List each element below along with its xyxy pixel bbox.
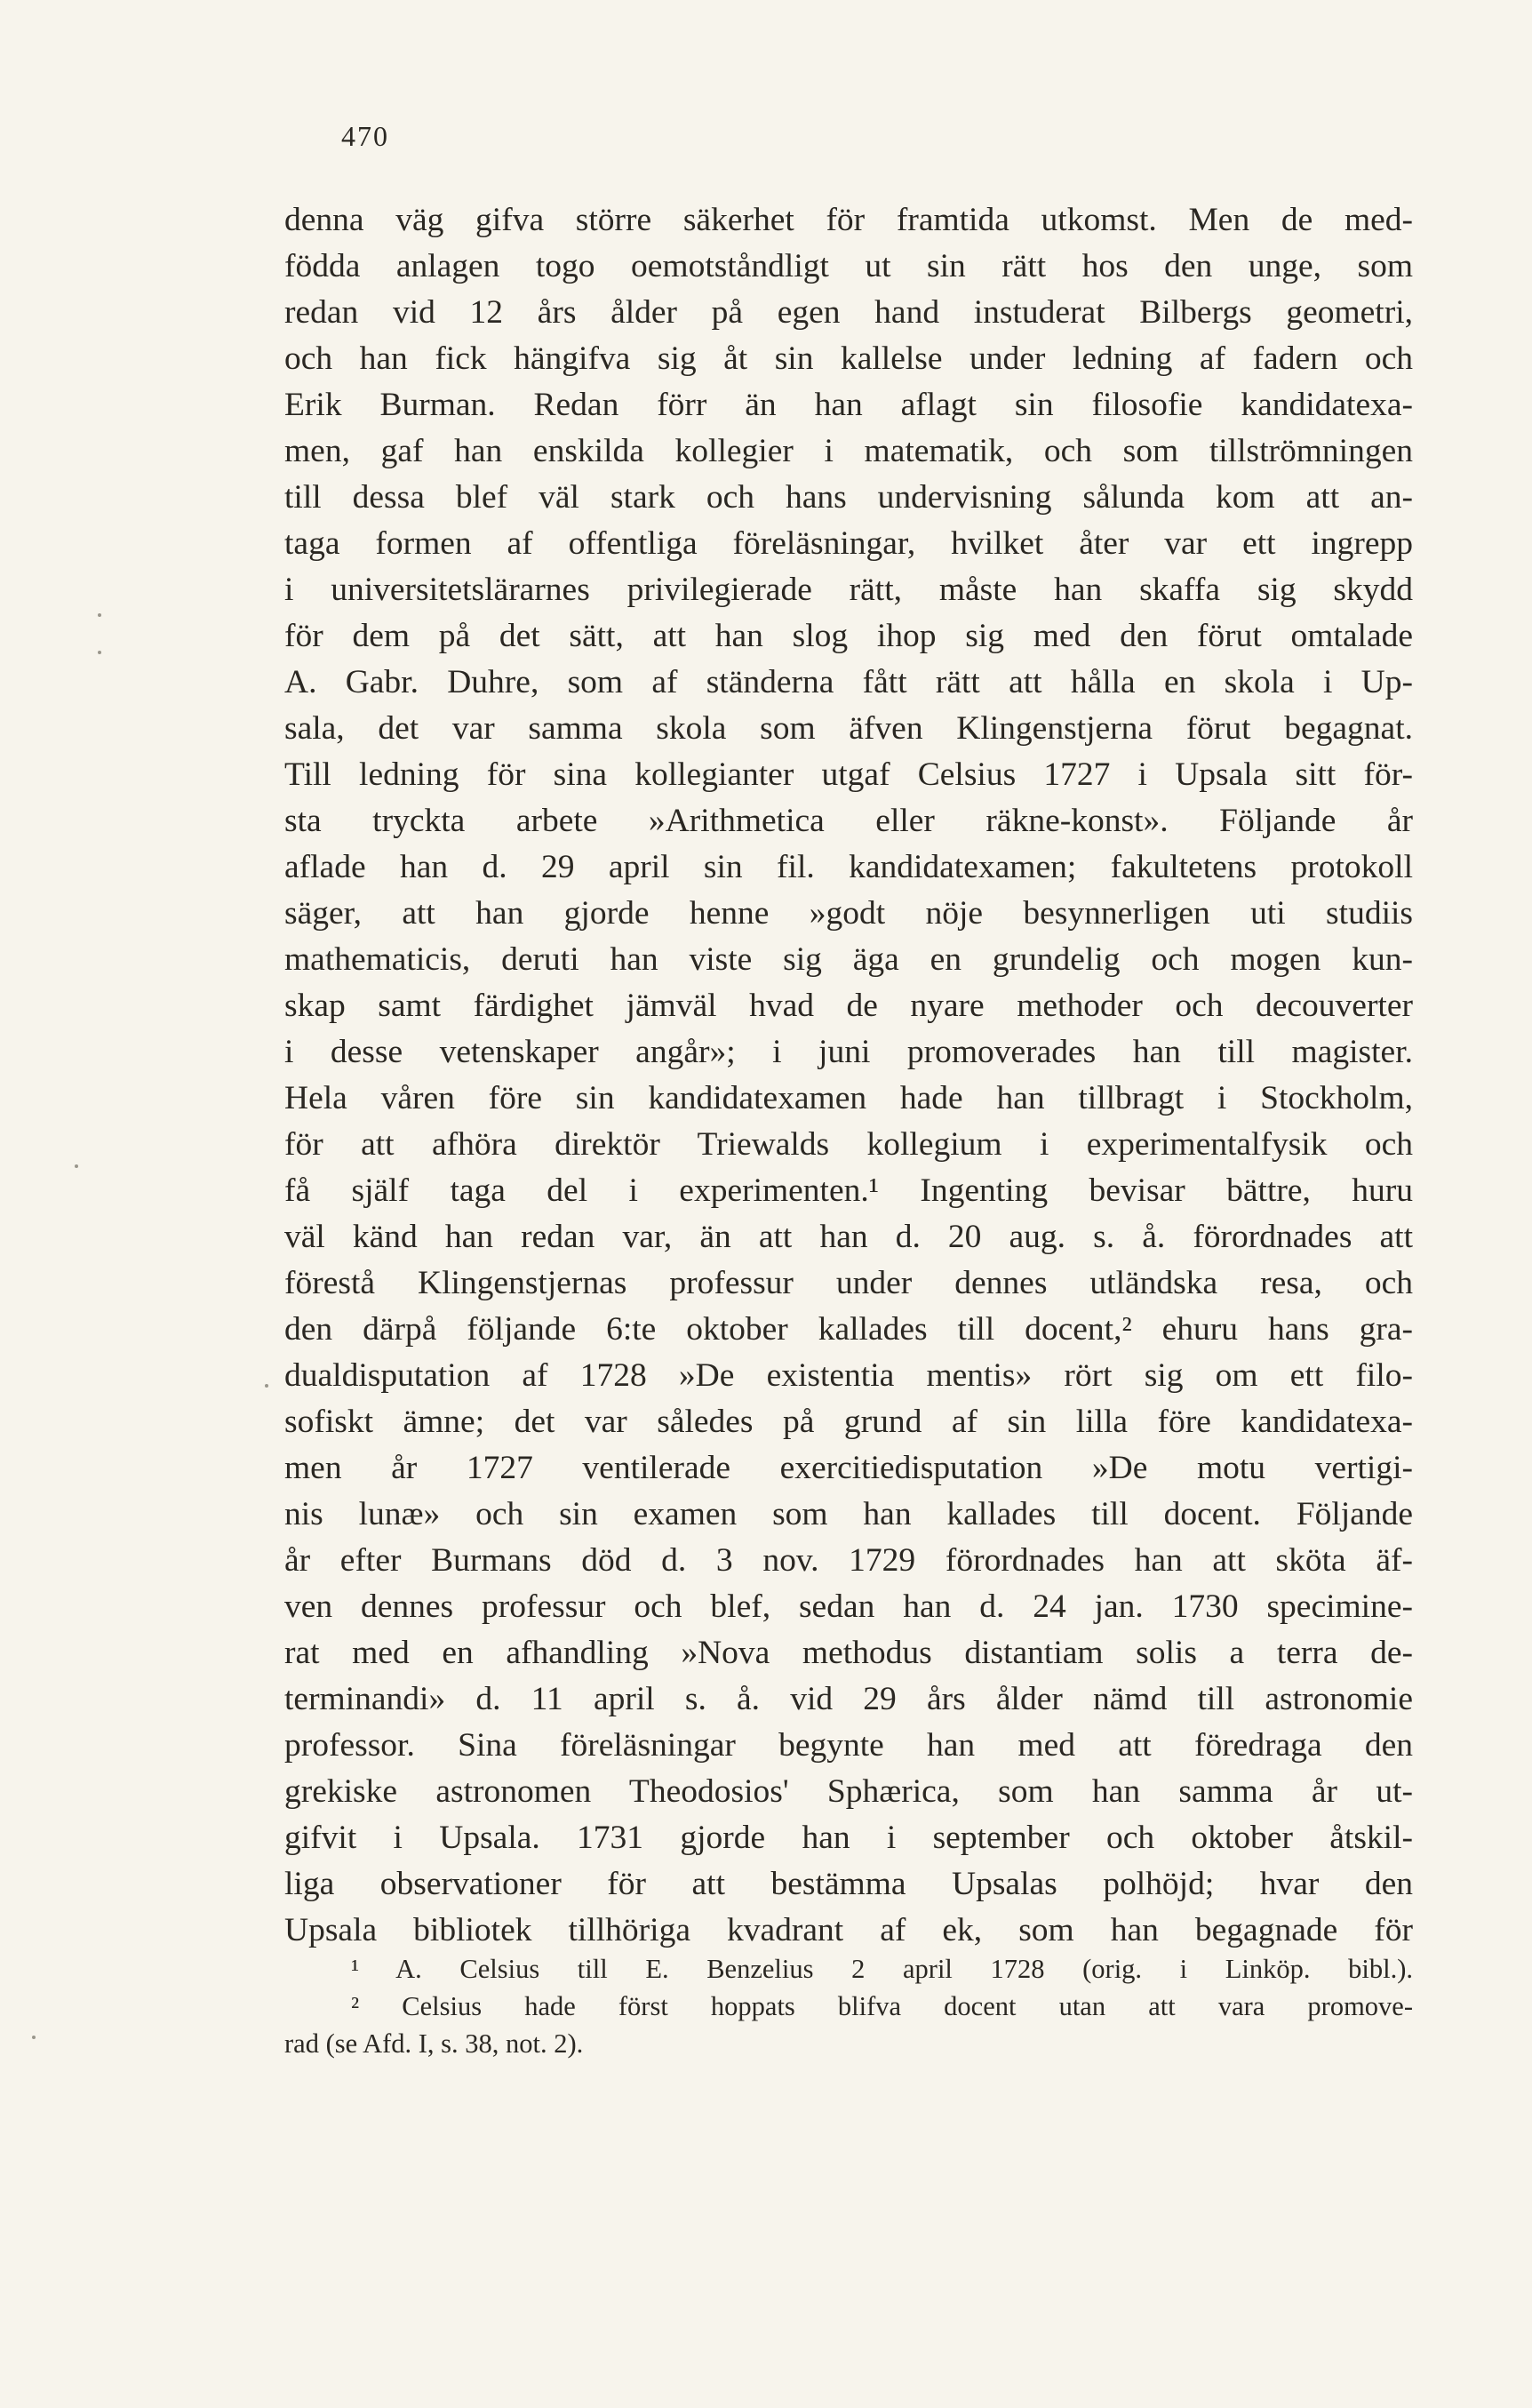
text-line: mathematicis, deruti han viste sig äga en grundelig och mogen kun- — [284, 941, 1413, 978]
margin-speck — [98, 613, 101, 617]
text-line: A. Gabr. Duhre, som af ständerna fått rätt att hålla en skola i Up- — [284, 664, 1413, 700]
text-line: men, gaf han enskilda kollegier i matematik, och som tillströmningen — [284, 433, 1413, 469]
text-line: redan vid 12 års ålder på egen hand instuderat Bilbergs geometri, — [284, 294, 1413, 331]
text-line: rat med en afhandling »Nova methodus distantiam solis a terra de- — [284, 1635, 1413, 1671]
text-line: men år 1727 ventilerade exercitiedisputation »De motu vertigi- — [284, 1450, 1413, 1486]
text-line: Erik Burman. Redan förr än han aflagt sin filosofie kandidatexa- — [284, 387, 1413, 423]
margin-speck — [265, 1384, 268, 1388]
text-line: sala, det var samma skola som äfven Klingenstjerna förut begagnat. — [284, 710, 1413, 747]
text-line: professor. Sina föreläsningar begynte han med att föredraga den — [284, 1727, 1413, 1764]
text-line: födda anlagen togo oemotståndligt ut sin rätt hos den unge, som — [284, 248, 1413, 284]
text-line: sofiskt ämne; det var således på grund af sin lilla före kandidatexa- — [284, 1404, 1413, 1440]
text-line: liga observationer för att bestämma Upsalas polhöjd; hvar den — [284, 1866, 1413, 1902]
text-line: Till ledning för sina kollegianter utgaf Celsius 1727 i Upsala sitt för- — [284, 756, 1413, 793]
page-number: 470 — [341, 120, 389, 152]
text-line: sta tryckta arbete »Arithmetica eller räkne-konst». Följande år — [284, 803, 1413, 839]
text-line: för att afhöra direktör Triewalds kollegium i experimentalfysik och — [284, 1126, 1413, 1163]
text-line: den därpå följande 6:te oktober kallades till docent,² ehuru hans gra- — [284, 1311, 1413, 1348]
text-line: Hela våren före sin kandidatexamen hade han tillbragt i Stockholm, — [284, 1080, 1413, 1116]
text-line: terminandi» d. 11 april s. å. vid 29 års ålder nämd till astronomie — [284, 1681, 1413, 1717]
text-line: nis lunæ» och sin examen som han kallades till docent. Följande — [284, 1496, 1413, 1532]
text-line: säger, att han gjorde henne »godt nöje besynnerligen uti studiis — [284, 895, 1413, 932]
text-line: Upsala bibliotek tillhöriga kvadrant af ek, som han begagnade för — [284, 1912, 1413, 1948]
text-line: för dem på det sätt, att han slog ihop sig med den förut omtalade — [284, 618, 1413, 654]
text-line: till dessa blef väl stark och hans undervisning sålunda kom att an- — [284, 479, 1413, 516]
text-line: i universitetslärarnes privilegierade rätt, måste han skaffa sig skydd — [284, 572, 1413, 608]
text-line: denna väg gifva större säkerhet för framtida utkomst. Men de med- — [284, 202, 1413, 238]
text-line: få själf taga del i experimenten.¹ Ingenting bevisar bättre, huru — [284, 1172, 1413, 1209]
text-line: väl känd han redan var, än att han d. 20 aug. s. å. förordnades att — [284, 1219, 1413, 1255]
text-line: grekiske astronomen Theodosios' Sphærica, som han samma år ut- — [284, 1773, 1413, 1810]
margin-speck — [32, 2036, 36, 2039]
footnotes — [284, 1950, 1413, 2062]
footnote-2: ² Celsius hade först hoppats blifva docent utan att vara promove- — [351, 1991, 1413, 2021]
text-line: skap samt färdighet jämväl hvad de nyare methoder och decouverter — [284, 988, 1413, 1024]
text-line: taga formen af offentliga föreläsningar, hvilket åter var ett ingrepp — [284, 525, 1413, 562]
text-line: år efter Burmans död d. 3 nov. 1729 förordnades han att sköta äf- — [284, 1542, 1413, 1579]
text-line: och han fick hängifva sig åt sin kallelse under ledning af fadern och — [284, 340, 1413, 377]
margin-speck — [75, 1164, 78, 1168]
margin-speck — [98, 651, 101, 654]
body-text — [284, 197, 1413, 1954]
text-line: i desse vetenskaper angår»; i juni promoverades han till magister. — [284, 1034, 1413, 1070]
text-line: aflade han d. 29 april sin fil. kandidatexamen; fakultetens protokoll — [284, 849, 1413, 885]
footnote-1: ¹ A. Celsius till E. Benzelius 2 april 1728 (orig. i Linköp. bibl.). — [351, 1954, 1413, 1984]
text-line: dualdisputation af 1728 »De existentia mentis» rört sig om ett filo- — [284, 1357, 1413, 1394]
text-line: förestå Klingenstjernas professur under dennes utländska resa, och — [284, 1265, 1413, 1301]
text-line: gifvit i Upsala. 1731 gjorde han i september och oktober åtskil- — [284, 1820, 1413, 1856]
footnote-2-continuation: rad (se Afd. I, s. 38, not. 2). — [284, 2028, 584, 2059]
text-line: ven dennes professur och blef, sedan han d. 24 jan. 1730 specimine- — [284, 1588, 1413, 1625]
